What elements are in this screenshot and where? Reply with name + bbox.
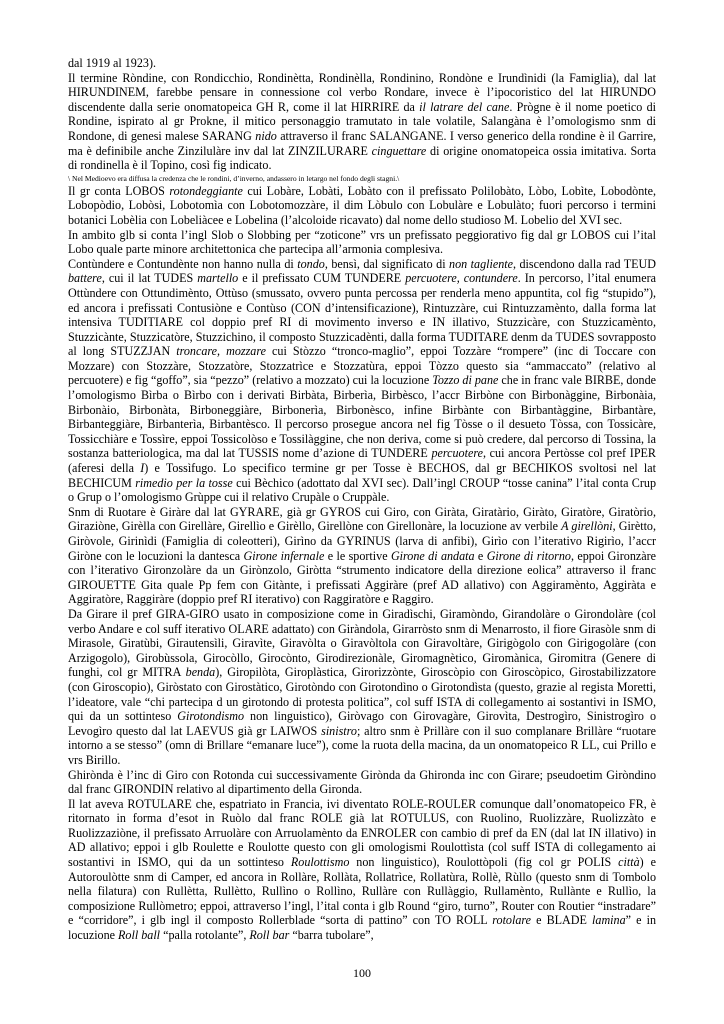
paragraph: Ghirònda è l’inc di Giro con Rotonda cui successivamente Girònda da Ghironda inc con Girare; pseudoetim Giròndino dal franc GIRONDIN relativo al dipartimento della Gironda. (68, 767, 656, 797)
paragraph: dal 1919 al 1923). (68, 56, 156, 70)
footnote: \ Nel Medioevo era diffusa la credenza che le rondini, d’inverno, andassero in letargo nel fondo degli stagni.\ (68, 173, 400, 183)
paragraph: Il termine Ròndine, con Rondicchio, Rondinètta, Rondinèlla, Rondinino, Rondòne e Irundìnidi (la Famiglia), dal lat HIRUNDINEM, farebbe pensare in connessione col verbo Rondare, invece è l’ipocoristico del lat HIRUNDO discendente dalla serie onomatopeica GH R, come il lat HIRRIRE da il latrare del cane. Prògne è il nome poetico di Rondine, ispirato al gr Prokne, il mitico personaggio tramutato in tale volatile, Salangàna è l’omologismo snm di Rondone, di genesi malese SARANG nido attraverso il franc SALANGANE. I verso generico della rondine è il Garrire, ma è definibile anche Zinzilulàre inv dal lat ZINZILURARE cinguettare di origine onomatopeica ossia imitativa. Sorta di rondinella è il Topino, così fig indicato. (68, 70, 657, 173)
paragraph: In ambito glb si conta l’ingl Slob o Slobbing per “zoticone” vrs un prefissato peggiorativo fig dal gr LOBOS cui l’ital Lobo quale parte minore architettonica che partecipa all’armonia complesiva. (68, 227, 656, 257)
page-number: 100 (353, 966, 371, 980)
paragraph: Il gr conta LOBOS rotondeggiante cui Lobàre, Lobàti, Lobàto con il prefissato Polilobàto, Lòbo, Lobìte, Lobodònte, Lobopòdio, Lobòsi, Lobotomìa con Lobotomozzàre, il dim Lòbulo con Lobulàre e Lobulàto; fuori percorso i termini botanici Lobèlia con Lobeliàcee e Lobelina (l’alcoloide ricavato) dal nome dello studioso M. Lobelio del XVI sec. (68, 183, 656, 227)
paragraph: Contùndere e Contundènte non hanno nulla di tondo, bensì, dal significato di non tagliente, discendono dalla rad TEUD battere, cui il lat TUDES martello e il prefissato CUM TUNDERE percuotere, contundere. In percorso, l’ital enumera Ottùndere con Ottundimènto, Ottùso (smussato, ovvero punta percossa per renderla meno appuntita, col fig “stupido”), ed ancora i prefissati Contusiòne e Contùso (CON d’intensificazione), Rintuzzàre, cui Rintuzzamènto, dalla forma lat intensiva TUDITIARE col doppio pref RI di movimento inverso e IN illativo, Stuzzicàre, con Stuzzicamènto, Stuzzicànte, Stuzzicatòre, Stuzzichino, il composto Stuzzicadènti, dalla forma TUDITARE denm da TUDES sovrapposto al long STUZZJAN troncare, mozzare cui Stòzzo “tronco-maglio”, eppoi Tozzàre “rompere” (inc di Toccare con Mozzare) con Stozzàre, Stozzatòre, Stozzatrìce e Stozzatùra, eppoi Tòzzo questo sia “ammaccato” (relativo al percuotere) e fig “goffo”, sia “pezzo” (relativo a mozzato) cui la locuzione Tozzo di pane che in franc vale BIRBE, donde l’omologismo Bìrba o Bìrbo con i derivati Birbàta, Birberìa, Birbèsco, l’accr Birbòne con Birbonàggine, Birbonàia, Birbonàio, Birbonàta, Birboneggiàre, Birbonerìa, Birbonèsco, infine Birbànte con Birbantàggine, Birbantàre, Birbanteggiàre, Birbanterìa, Birbantèsco. Il percorso prosegue ancora nel fig Tòsse o il desueto Tòssa, con Tossicàre, Tossicchiàre e Tossìre, eppoi Tossicolòso e Tossilàggine, che non deriva, come si può credere, dal percorso di Tossina, la sostanza batteriologica, ma dal lat TUSSIS nome d’azione di TUNDERE percuotere, cui ancora Pertòsse col pref IPER (aferesi della I) e Tossìfugo. Lo specifico termine gr per Tosse è BECHOS, dal gr BECHIKOS svoltosi nel lat BECHICUM rimedio per la tosse cui Bèchico (adottato dal XVI sec). Dall’ingl CROUP “tosse canina” l’ital conta Crup o Grup o l’omologismo Grùppe cui il relativo Crupàle o Cruppàle. (68, 256, 657, 505)
paragraph: Snm di Ruotare è Giràre dal lat GYRARE, già gr GYROS cui Giro, con Giràta, Giratàrio, Giràto, Giratòre, Giratòrio, Giraziòne, Girèlla con Girellàre, Girellìo e Girèllo, Girellòne con Girellonàre, la locuzione av verbile A girellòni, Girètto, Giròvole, Girinìdi (Famiglia di coleotteri), Girìno da GYRINUS (larva di anfibi), Girìo con l’iterativo Rigirìo, l’accr Giròne con le locuzioni la dantesca Girone infernale e le sportive Girone di andata e Girone di ritorno, eppoi Gironzàre con l’iterativo Gironzolàre da un Girònzolo, Giròtta “strumento indicatore della direzione eolica” attraverso il franc GIROUETTE Gita quale Pp fem con Gitànte, i prefissati Aggiràre (pref AD allativo) con Aggiramènto, Aggiràta e Aggiratòre, Raggiràre (doppio pref RI iterativo) con Raggiratòre e Raggiro. (68, 504, 656, 607)
paragraph: Il lat aveva ROTULARE che, espatriato in Francia, ivi diventato ROLE-ROULER comunque dall’onomatopeico FR, è ritornato in forma d’esot in Ruòlo dal franc ROLE già lat ROTULUS, con Ruolino, Ruolizzàre, Ruolizzàto e Ruolizzaziòne, il prefissato Arruolàre con Arruolamènto da ENROLER con cambio di pref da EN (dal lat IN illativo) in AD allativo; eppoi i glb Roulette e Roulotte questo con gli omologismi Roulottìsta (col suff ISTA di collegamento ai sostantivi in ISMO, qui da un sottinteso Roulottismo non linguistico), Roulottòpoli (fig col gr POLIS città) e Autoroulòtte snm di Camper, ed ancora in Rollàre, Rollàta, Rollatrìce, Rollatùra, Rollè, Rùllo (questo snm di Tombolo nella filatura) con Rullètta, Rullètto, Rullìno o Rollìno, Rullàre con Rullàggio, Rullamènto, Rullànte e Rullìo, la composizione Rullòmetro; eppoi, attraverso l’ingl, l’ital conta i glb Round “giro, turno”, Router con Routier “instradare” e “corridore”, i glb ingl il composto Rollerblade “sorta di pattino” con TO ROLL rotolare e BLADE lamina” e in locuzione Roll ball “palla rotolante”, Roll bar “barra tubolare”, (68, 796, 657, 943)
paragraph: Da Girare il pref GIRA-GIRO usato in composizione come in Giradìschi, Giramòndo, Girandolàre o Girondolàre (col verbo Andare e col suff iterativo OLARE adattato) con Giràndola, Girarròsto snm di Menarrosto, il fiore Girasòle snm di Mirasole, Giratùbi, Girautensìli, Giravìte, Giravòlta o Giravòltola con Giravoltàre, Girigògolo con Girigogolàre (con Arzigogolo), Girobùssola, Girocòllo, Girocònto, Girodirezionàle, Giromagnètico, Giromànica, Giromitra (Genere di funghi, col gr MITRA benda), Giropilòta, Giroplàstica, Girorizzònte, Giroscòpio con Giroscòpico, Girostabilizzatore (con Giroscopio), Giròstato con Girostàtico, Girotòndo con Girotondìno o Girotondìsta (questo, grazie al regista Moretti, l’ideatore, vale “chi partecipa d un girotondo di protesta politica”, col suff ISTA di collegamento ai sostantivi in ISMO, qui da un sottinteso Girotondismo non linguistico), Giròvago con Girovagàre, Girovìta, Destrogìro, Sinistrogìro o Levogìro questo dal lat LAEVUS già gr LAIWOS sinistro; altro snm è Prillàre con il suo complanare Brillàre “ruotare intorno a se stesso” (omn di Brillare “emanare luce”), come la ruota della macina, da un onomatopeico R LL, cui Prillo e vrs Birillo. (68, 606, 657, 767)
document-body (68, 56, 656, 943)
